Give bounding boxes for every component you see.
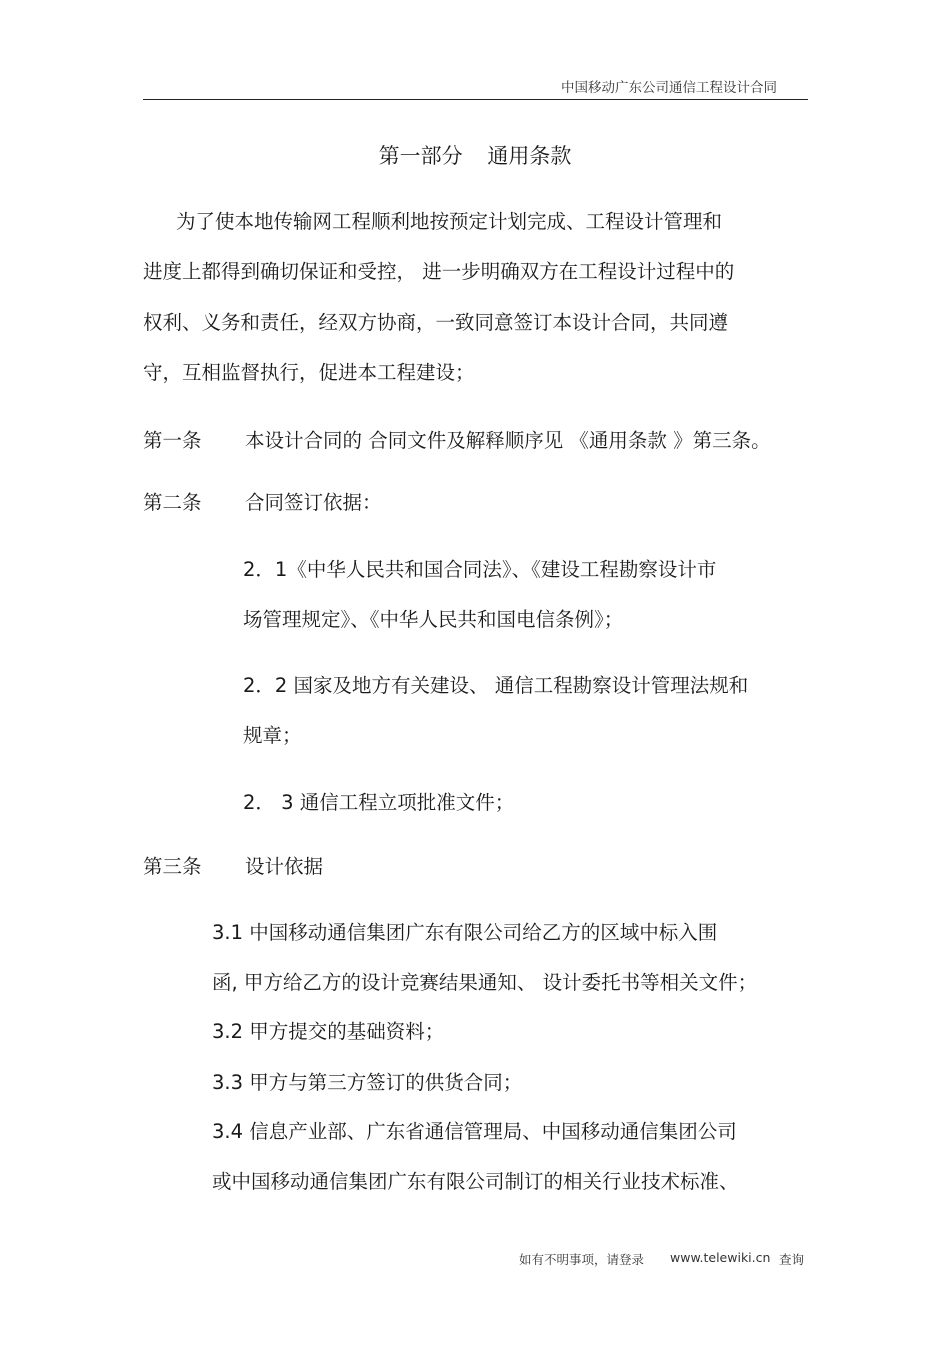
article-3-item-4b: 或中国移动通信集团广东有限公司制订的相关行业技术标准、 [212, 1170, 739, 1193]
article-3-item-2: 3.2 甲方提交的基础资料； [212, 1020, 445, 1043]
article-2-item-1a: 2．1《中华人民共和国合同法》、《建设工程勘察设计市 [243, 558, 717, 581]
running-header: 中国移动广东公司通信工程设计合同 [561, 80, 777, 96]
article-2-item-2b: 规章； [243, 724, 302, 747]
intro-line-3: 权利、义务和责任，经双方协商，一致同意签订本设计合同，共同遵 [143, 311, 729, 334]
article-3-text: 设计依据 [245, 855, 324, 878]
article-2-item-3: 2． 3 通信工程立项批准文件； [243, 791, 515, 814]
footer-prefix: 如有不明事项，请登录 [519, 1252, 645, 1267]
article-2-item-2a: 2．2 国家及地方有关建设、 通信工程勘察设计管理法规和 [243, 674, 749, 697]
intro-line-2: 进度上都得到确切保证和受控， 进一步明确双方在工程设计过程中的 [143, 260, 735, 283]
intro-line-1: 为了使本地传输网工程顺利地按预定计划完成、工程设计管理和 [176, 210, 723, 233]
header-divider [143, 99, 808, 100]
article-3-label: 第三条 [143, 855, 202, 878]
section-title: 第一部分 通用条款 [378, 144, 572, 168]
intro-line-4: 守，互相监督执行，促进本工程建设； [143, 361, 475, 384]
article-1-text: 本设计合同的 合同文件及解释顺序见 《通用条款 》第三条。 [245, 429, 771, 452]
article-3-item-1b: 函, 甲方给乙方的设计竞赛结果通知、 设计委托书等相关文件； [212, 971, 758, 994]
article-3-item-3: 3.3 甲方与第三方签订的供货合同； [212, 1071, 523, 1094]
article-3-item-4a: 3.4 信息产业部、广东省通信管理局、中国移动通信集团公司 [212, 1120, 737, 1143]
article-1-label: 第一条 [143, 429, 202, 452]
article-2-text: 合同签订依据： [245, 491, 382, 514]
article-2-item-1b: 场管理规定》、《中华人民共和国电信条例》； [243, 608, 624, 631]
footer-suffix: 查询 [779, 1252, 805, 1267]
footer-link[interactable]: www.telewiki.cn [670, 1250, 771, 1265]
article-3-item-1a: 3.1 中国移动通信集团广东有限公司给乙方的区域中标入围 [212, 921, 718, 944]
article-2-label: 第二条 [143, 491, 202, 514]
